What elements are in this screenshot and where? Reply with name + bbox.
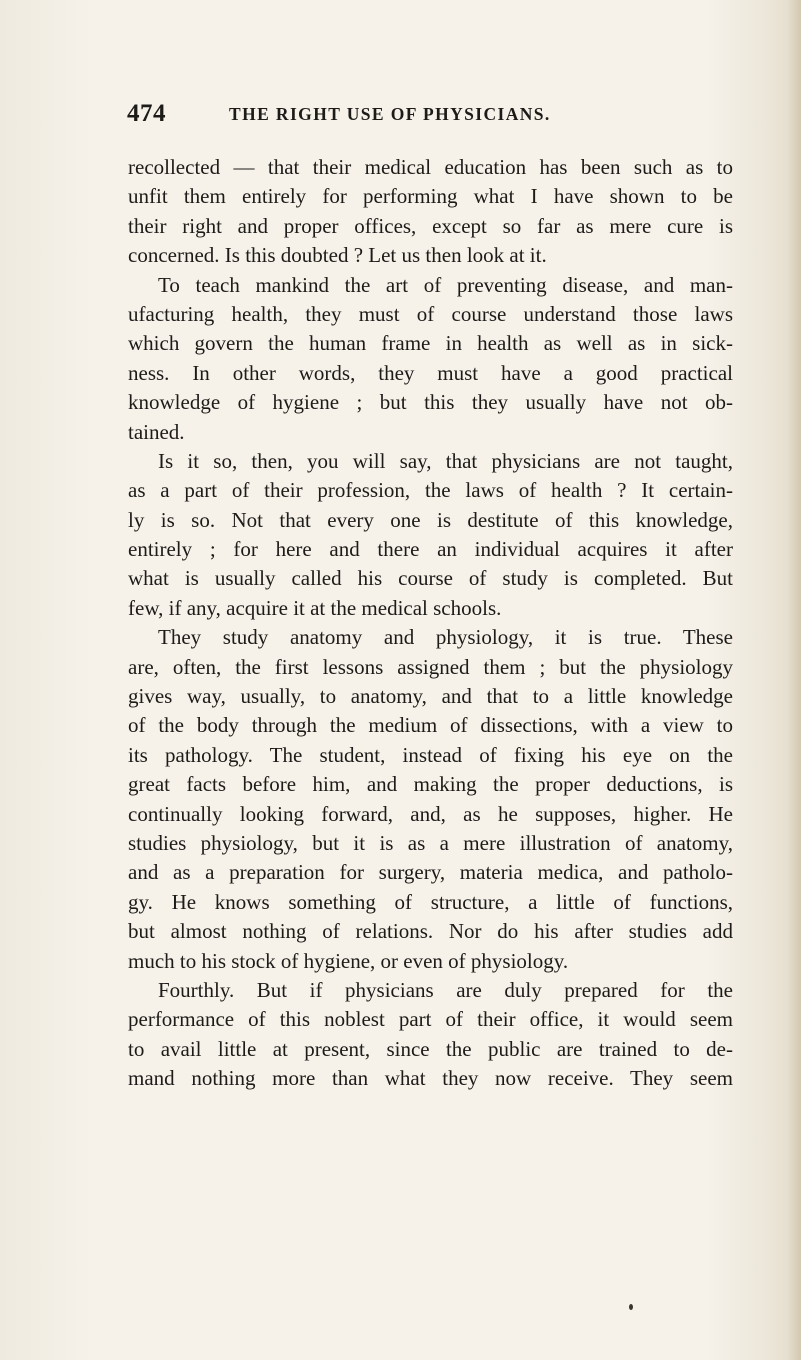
text-line: of the body through the medium of dissections, with a view to (128, 713, 733, 738)
text-line: ly is so. Not that every one is destitute of this knowledge, (128, 507, 733, 532)
text-line: what is usually called his course of study is completed. But (128, 566, 733, 591)
text-line: few, if any, acquire it at the medical schools. (128, 595, 502, 620)
text-line: entirely ; for here and there an individual acquires it after (128, 537, 733, 562)
text-line: much to his stock of hygiene, or even of physiology. (128, 948, 569, 973)
page-header (127, 100, 727, 134)
text-line: its pathology. The student, instead of fixing his eye on the (128, 742, 733, 767)
text-line: their right and proper offices, except so far as mere cure is (128, 213, 733, 238)
text-line: tained. (128, 419, 185, 444)
running-head: THE RIGHT USE OF PHYSICIANS. (229, 104, 551, 124)
text-line: ness. In other words, they must have a good practical (128, 360, 733, 385)
text-line: and as a preparation for surgery, materia medica, and patholo- (128, 860, 733, 885)
text-line: which govern the human frame in health as well as in sick- (128, 331, 733, 356)
text-line: gives way, usually, to anatomy, and that to a little knowledge (128, 684, 733, 709)
text-line: performance of this noblest part of their office, it would seem (128, 1007, 733, 1032)
text-line: Is it so, then, you will say, that physicians are not taught, (158, 448, 733, 473)
ink-spot (629, 1304, 633, 1310)
text-line: great facts before him, and making the proper deductions, is (128, 772, 733, 797)
page-number: 474 (127, 100, 166, 127)
text-line: unfit them entirely for performing what I have shown to be (128, 184, 733, 209)
text-line: To teach mankind the art of preventing disease, and man- (158, 272, 733, 297)
text-line: recollected — that their medical education has been such as to (128, 155, 733, 179)
text-line: to avail little at present, since the public are trained to de- (128, 1036, 733, 1061)
text-line: mand nothing more than what they now receive. They seem (128, 1066, 733, 1091)
text-line: Fourthly. But if physicians are duly prepared for the (158, 977, 733, 1002)
text-line: gy. He knows something of structure, a little of functions, (128, 889, 733, 914)
text-line: concerned. Is this doubted ? Let us then look at it. (128, 243, 547, 268)
text-line: studies physiology, but it is as a mere illustration of anatomy, (128, 830, 733, 855)
text-line: ufacturing health, they must of course understand those laws (128, 301, 733, 326)
body-text (128, 153, 733, 1094)
text-line: continually looking forward, and, as he supposes, higher. He (128, 801, 733, 826)
text-line: but almost nothing of relations. Nor do his after studies add (128, 919, 733, 944)
text-line: are, often, the first lessons assigned them ; but the physiology (128, 654, 733, 679)
page-edge-shadow (787, 0, 801, 1360)
text-line: They study anatomy and physiology, it is true. These (158, 625, 733, 650)
text-line: as a part of their profession, the laws of health ? It certain- (128, 478, 733, 503)
text-line: knowledge of hygiene ; but this they usually have not ob- (128, 390, 733, 415)
